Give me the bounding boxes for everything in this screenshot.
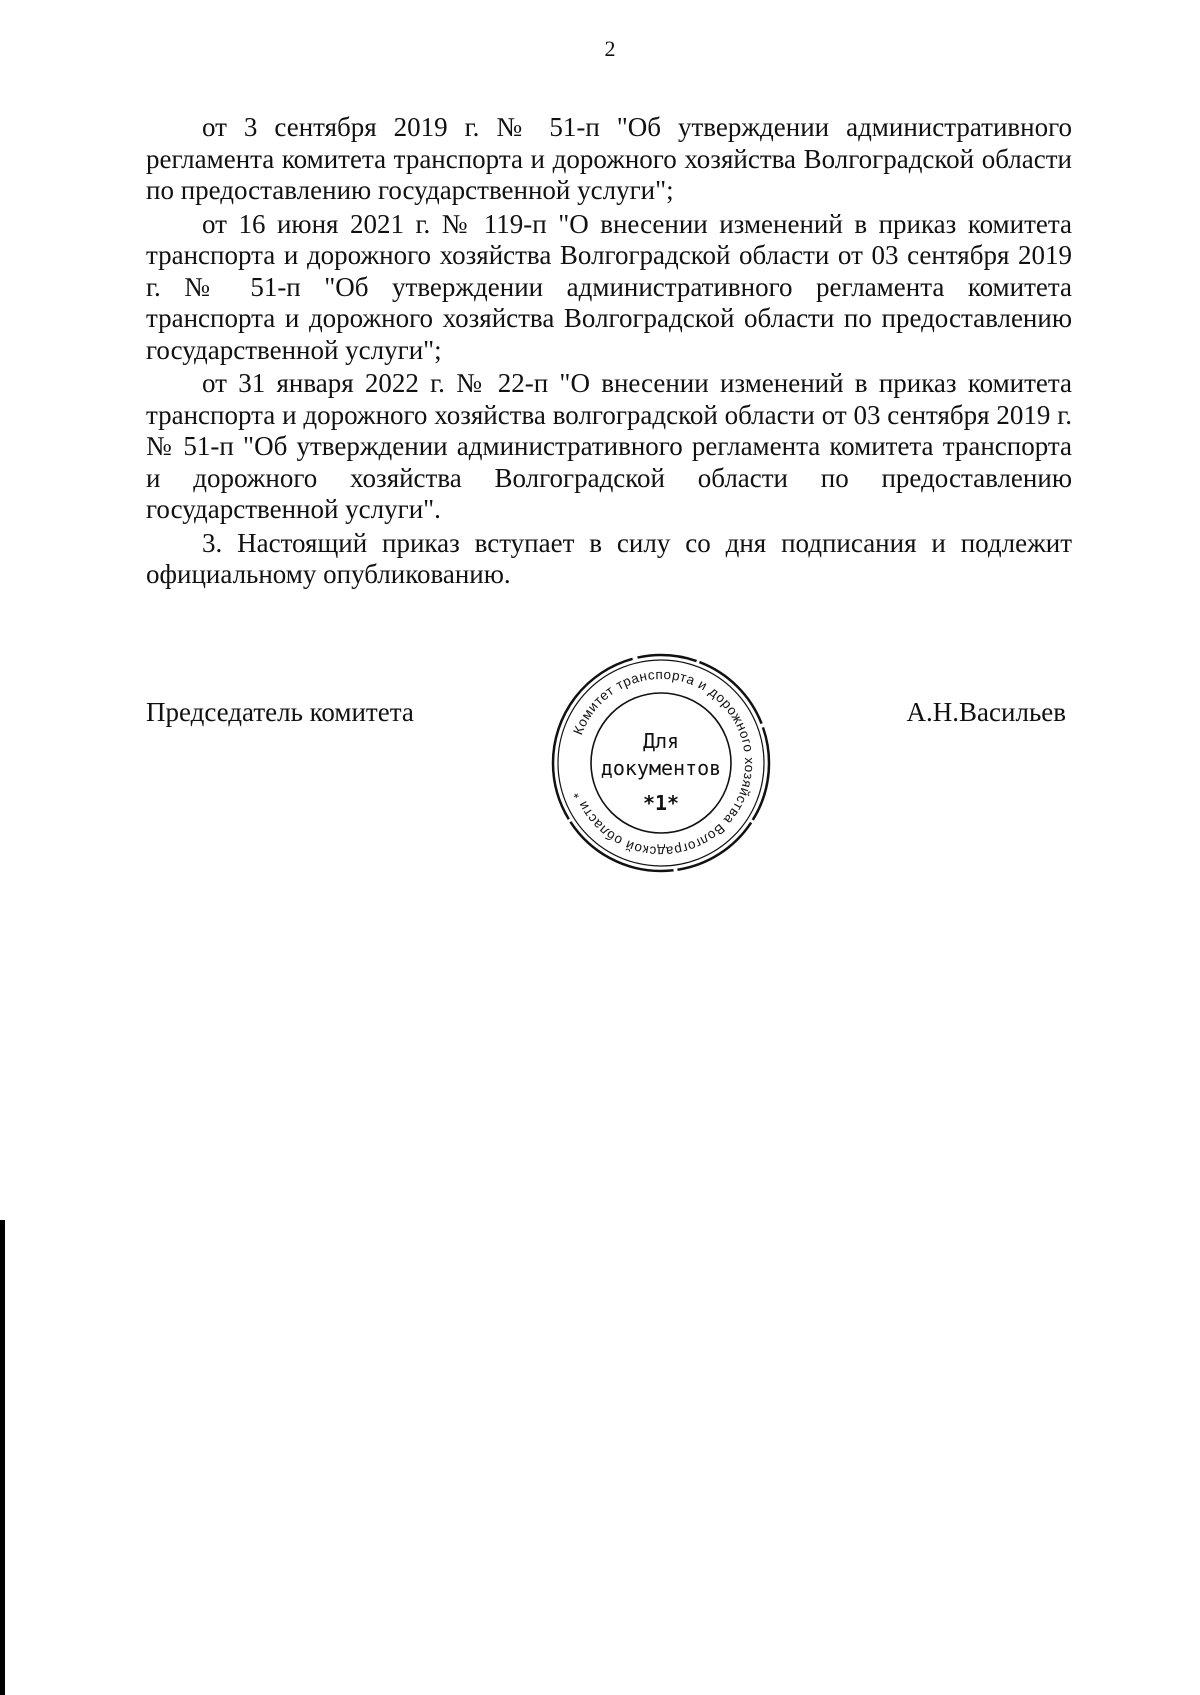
stamp-ring-text: Комитет транспорта и дорожного хозяйства Волгоградской области * [570, 666, 758, 860]
document-body [146, 112, 1072, 593]
paragraph-effective-date: 3. Настоящий приказ вступает в силу со дня подписания и подлежит официальному опубликованию. [146, 527, 1072, 589]
paragraph-order-51p: от 3 сентября 2019 г. № 51-п "Об утверждении административного регламента комитета транспорта и дорожного хозяйства Волгоградской области по предоставлению государственной услуги"; [146, 112, 1072, 205]
stamp-center-line2: документов [600, 756, 722, 780]
paragraph-order-22p: от 31 января 2022 г. № 22-п "О внесении изменений в приказ комитета транспорта и дорожного хозяйства волгоградской области от 03 сентября 2019 г. № 51-п "Об утверждении административного регламента комитета транспорта и дорожного хозяйства Волгоградской области по предоставлению государственной услуги". [146, 368, 1072, 524]
stamp-center-line3: *1* [642, 791, 680, 815]
official-stamp [548, 650, 774, 876]
paragraph-order-119p: от 16 июня 2021 г. № 119-п "О внесении изменений в приказ комитета транспорта и дорожного хозяйства Волгоградской области от 03 сентября 2019 г. № 51-п "Об утверждении административного регламента комитета транспорта и дорожного хозяйства Волгоградской области по предоставлению государственной услуги"; [146, 208, 1072, 365]
stamp-center-line1: Для [642, 729, 680, 753]
signer-position: Председатель комитета [146, 697, 414, 727]
signer-name: А.Н.Васильев [906, 697, 1066, 727]
scan-edge-mark [0, 1220, 5, 1695]
stamp-seal-graphic [548, 650, 774, 876]
page-number: 2 [604, 36, 616, 61]
